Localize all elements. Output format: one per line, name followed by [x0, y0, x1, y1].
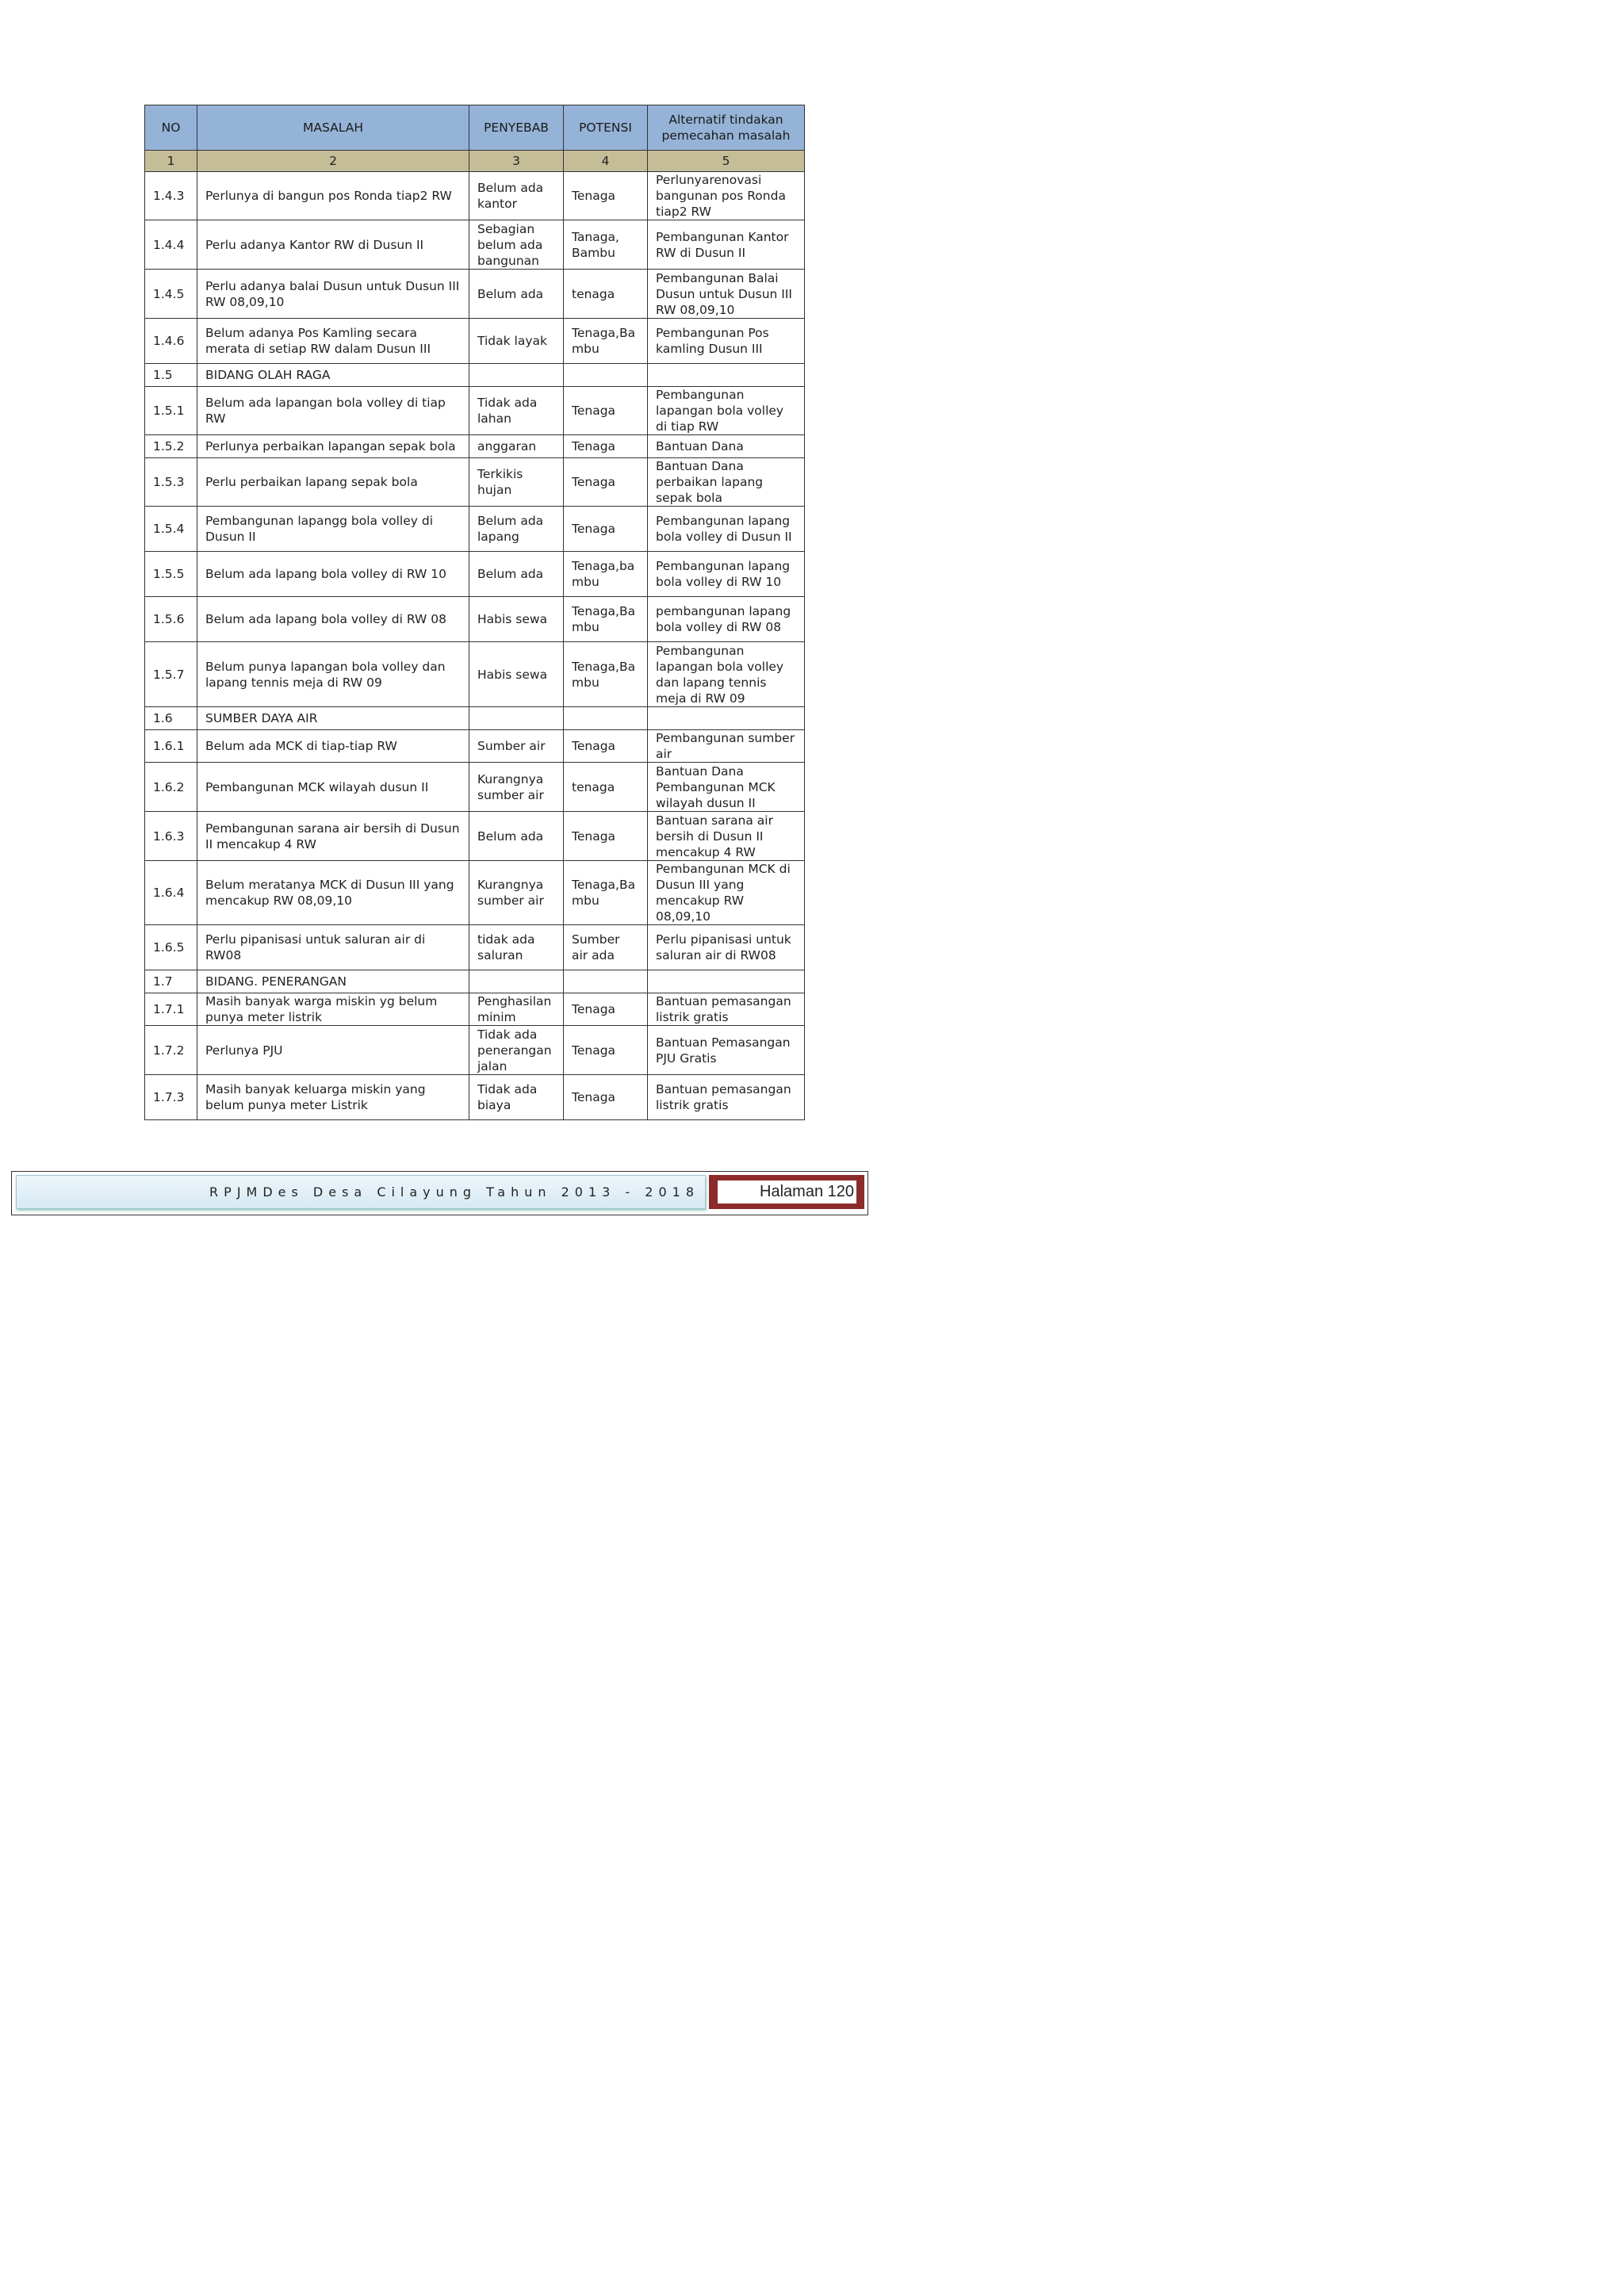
- cell-no: 1.5.7: [145, 642, 197, 707]
- cell-alternatif: Pembangunan lapangan bola volley di tiap RW: [648, 387, 805, 435]
- table-row: [145, 970, 805, 993]
- cell-alternatif: Pembangunan lapang bola volley di RW 10: [648, 552, 805, 597]
- header-masalah: MASALAH: [197, 105, 469, 151]
- cell-masalah: Masih banyak warga miskin yg belum punya meter listrik: [197, 993, 469, 1026]
- cell-no: 1.4.5: [145, 270, 197, 319]
- cell-penyebab: Tidak layak: [469, 319, 564, 364]
- cell-masalah: Belum adanya Pos Kamling secara merata di setiap RW dalam Dusun III: [197, 319, 469, 364]
- cell-penyebab: Belum ada: [469, 552, 564, 597]
- cell-no: 1.6.2: [145, 763, 197, 812]
- cell-alternatif: pembangunan lapang bola volley di RW 08: [648, 597, 805, 642]
- cell-potensi: Tenaga: [564, 507, 648, 552]
- cell-potensi: Tenaga,Ba mbu: [564, 597, 648, 642]
- cell-alternatif: [648, 970, 805, 993]
- cell-masalah: Belum ada lapang bola volley di RW 08: [197, 597, 469, 642]
- rpjmdes-table: [144, 105, 805, 1120]
- cell-potensi: Tenaga,Ba mbu: [564, 319, 648, 364]
- cell-penyebab: [469, 707, 564, 730]
- cell-alternatif: [648, 707, 805, 730]
- cell-penyebab: Belum ada: [469, 270, 564, 319]
- cell-potensi: [564, 707, 648, 730]
- cell-no: 1.5.4: [145, 507, 197, 552]
- cell-penyebab: anggaran: [469, 435, 564, 458]
- table-row: [145, 507, 805, 552]
- cell-no: 1.5.3: [145, 458, 197, 507]
- cell-penyebab: [469, 364, 564, 387]
- table-row: [145, 458, 805, 507]
- cell-no: 1.5.6: [145, 597, 197, 642]
- cell-masalah: Perlunya di bangun pos Ronda tiap2 RW: [197, 172, 469, 220]
- cell-penyebab: Sumber air: [469, 730, 564, 763]
- cell-potensi: Tenaga: [564, 435, 648, 458]
- table-row: [145, 597, 805, 642]
- cell-penyebab: Sebagian belum ada bangunan: [469, 220, 564, 270]
- cell-potensi: tenaga: [564, 763, 648, 812]
- cell-masalah: SUMBER DAYA AIR: [197, 707, 469, 730]
- cell-no: 1.5.1: [145, 387, 197, 435]
- cell-penyebab: Penghasilan minim: [469, 993, 564, 1026]
- header-row: [145, 105, 805, 151]
- cell-penyebab: Tidak ada biaya: [469, 1075, 564, 1120]
- cell-penyebab: Habis sewa: [469, 642, 564, 707]
- header-potensi: POTENSI: [564, 105, 648, 151]
- table-row: [145, 1075, 805, 1120]
- cell-penyebab: Tidak ada penerangan jalan: [469, 1026, 564, 1075]
- cell-no: 1.7: [145, 970, 197, 993]
- cell-no: 1.5: [145, 364, 197, 387]
- cell-no: 1.5.2: [145, 435, 197, 458]
- column-number: 2: [197, 151, 469, 172]
- cell-no: 1.7.2: [145, 1026, 197, 1075]
- table-body: [145, 172, 805, 1120]
- cell-penyebab: Kurangnya sumber air: [469, 861, 564, 925]
- table-row: [145, 763, 805, 812]
- cell-alternatif: Bantuan Dana Pembangunan MCK wilayah dusun II: [648, 763, 805, 812]
- table-row: [145, 220, 805, 270]
- cell-no: 1.4.4: [145, 220, 197, 270]
- table-row: [145, 1026, 805, 1075]
- table-row: [145, 435, 805, 458]
- cell-penyebab: Kurangnya sumber air: [469, 763, 564, 812]
- cell-penyebab: Belum ada lapang: [469, 507, 564, 552]
- table-row: [145, 270, 805, 319]
- cell-alternatif: Bantuan Dana: [648, 435, 805, 458]
- cell-alternatif: Pembangunan lapang bola volley di Dusun II: [648, 507, 805, 552]
- cell-masalah: Pembangunan MCK wilayah dusun II: [197, 763, 469, 812]
- cell-alternatif: [648, 364, 805, 387]
- cell-penyebab: Habis sewa: [469, 597, 564, 642]
- cell-no: 1.6.3: [145, 812, 197, 861]
- cell-potensi: [564, 970, 648, 993]
- cell-penyebab: Belum ada: [469, 812, 564, 861]
- cell-masalah: Masih banyak keluarga miskin yang belum punya meter Listrik: [197, 1075, 469, 1120]
- table-row: [145, 319, 805, 364]
- cell-potensi: Tenaga: [564, 387, 648, 435]
- cell-masalah: Belum ada MCK di tiap-tiap RW: [197, 730, 469, 763]
- column-number: 4: [564, 151, 648, 172]
- cell-potensi: Tanaga, Bambu: [564, 220, 648, 270]
- cell-masalah: Belum meratanya MCK di Dusun III yang mencakup RW 08,09,10: [197, 861, 469, 925]
- table-row: [145, 707, 805, 730]
- cell-masalah: BIDANG OLAH RAGA: [197, 364, 469, 387]
- cell-potensi: Tenaga: [564, 993, 648, 1026]
- cell-potensi: Tenaga,Ba mbu: [564, 642, 648, 707]
- column-number: 5: [648, 151, 805, 172]
- cell-potensi: Sumber air ada: [564, 925, 648, 970]
- table-row: [145, 172, 805, 220]
- table-row: [145, 387, 805, 435]
- column-number: 3: [469, 151, 564, 172]
- cell-masalah: Belum ada lapangan bola volley di tiap RW: [197, 387, 469, 435]
- cell-alternatif: Pembangunan lapangan bola volley dan lapang tennis meja di RW 09: [648, 642, 805, 707]
- cell-masalah: Perlu adanya Kantor RW di Dusun II: [197, 220, 469, 270]
- cell-no: 1.7.1: [145, 993, 197, 1026]
- cell-alternatif: Pembangunan Kantor RW di Dusun II: [648, 220, 805, 270]
- cell-alternatif: Bantuan Dana perbaikan lapang sepak bola: [648, 458, 805, 507]
- cell-masalah: Perlunya perbaikan lapangan sepak bola: [197, 435, 469, 458]
- table-row: [145, 552, 805, 597]
- cell-no: 1.4.6: [145, 319, 197, 364]
- table-row: [145, 642, 805, 707]
- header-no: NO: [145, 105, 197, 151]
- cell-penyebab: tidak ada saluran: [469, 925, 564, 970]
- cell-penyebab: [469, 970, 564, 993]
- cell-potensi: Tenaga: [564, 730, 648, 763]
- page-number: Halaman 120: [760, 1183, 854, 1200]
- cell-potensi: Tenaga,Ba mbu: [564, 861, 648, 925]
- table-row: [145, 861, 805, 925]
- cell-potensi: Tenaga: [564, 458, 648, 507]
- cell-potensi: Tenaga: [564, 812, 648, 861]
- cell-no: 1.4.3: [145, 172, 197, 220]
- cell-potensi: tenaga: [564, 270, 648, 319]
- cell-masalah: Perlu adanya balai Dusun untuk Dusun III RW 08,09,10: [197, 270, 469, 319]
- table-row: [145, 812, 805, 861]
- footer-title: RPJMDes Desa Cilayung Tahun 2013 - 2018: [209, 1184, 699, 1200]
- cell-no: 1.5.5: [145, 552, 197, 597]
- cell-no: 1.6.5: [145, 925, 197, 970]
- table-row: [145, 364, 805, 387]
- cell-masalah: Belum punya lapangan bola volley dan lapang tennis meja di RW 09: [197, 642, 469, 707]
- cell-potensi: Tenaga: [564, 172, 648, 220]
- table-row: [145, 730, 805, 763]
- table-row: [145, 993, 805, 1026]
- cell-masalah: Perlu pipanisasi untuk saluran air di RW08: [197, 925, 469, 970]
- cell-alternatif: Bantuan sarana air bersih di Dusun II mencakup 4 RW: [648, 812, 805, 861]
- header-alternatif: Alternatif tindakan pemecahan masalah: [648, 105, 805, 151]
- table-row: [145, 925, 805, 970]
- column-number: 1: [145, 151, 197, 172]
- cell-alternatif: Pembangunan Balai Dusun untuk Dusun III RW 08,09,10: [648, 270, 805, 319]
- cell-potensi: Tenaga: [564, 1026, 648, 1075]
- cell-masalah: Pembangunan sarana air bersih di Dusun II mencakup 4 RW: [197, 812, 469, 861]
- cell-alternatif: Bantuan pemasangan listrik gratis: [648, 1075, 805, 1120]
- cell-masalah: Perlu perbaikan lapang sepak bola: [197, 458, 469, 507]
- cell-no: 1.6: [145, 707, 197, 730]
- cell-potensi: Tenaga,ba mbu: [564, 552, 648, 597]
- cell-masalah: Perlunya PJU: [197, 1026, 469, 1075]
- column-number-row: [145, 151, 805, 172]
- cell-alternatif: Bantuan pemasangan listrik gratis: [648, 993, 805, 1026]
- cell-masalah: Pembangunan lapangg bola volley di Dusun II: [197, 507, 469, 552]
- cell-alternatif: Pembangunan Pos kamling Dusun III: [648, 319, 805, 364]
- cell-masalah: Belum ada lapang bola volley di RW 10: [197, 552, 469, 597]
- cell-potensi: Tenaga: [564, 1075, 648, 1120]
- header-penyebab: PENYEBAB: [469, 105, 564, 151]
- cell-penyebab: Terkikis hujan: [469, 458, 564, 507]
- cell-no: 1.6.1: [145, 730, 197, 763]
- cell-potensi: [564, 364, 648, 387]
- cell-alternatif: Bantuan Pemasangan PJU Gratis: [648, 1026, 805, 1075]
- cell-masalah: BIDANG. PENERANGAN: [197, 970, 469, 993]
- cell-no: 1.7.3: [145, 1075, 197, 1120]
- cell-alternatif: Pembangunan sumber air: [648, 730, 805, 763]
- cell-penyebab: Belum ada kantor: [469, 172, 564, 220]
- cell-no: 1.6.4: [145, 861, 197, 925]
- cell-alternatif: Pembangunan MCK di Dusun III yang mencakup RW 08,09,10: [648, 861, 805, 925]
- cell-penyebab: Tidak ada lahan: [469, 387, 564, 435]
- cell-alternatif: Perlu pipanisasi untuk saluran air di RW08: [648, 925, 805, 970]
- cell-alternatif: Perlunyarenovasi bangunan pos Ronda tiap2 RW: [648, 172, 805, 220]
